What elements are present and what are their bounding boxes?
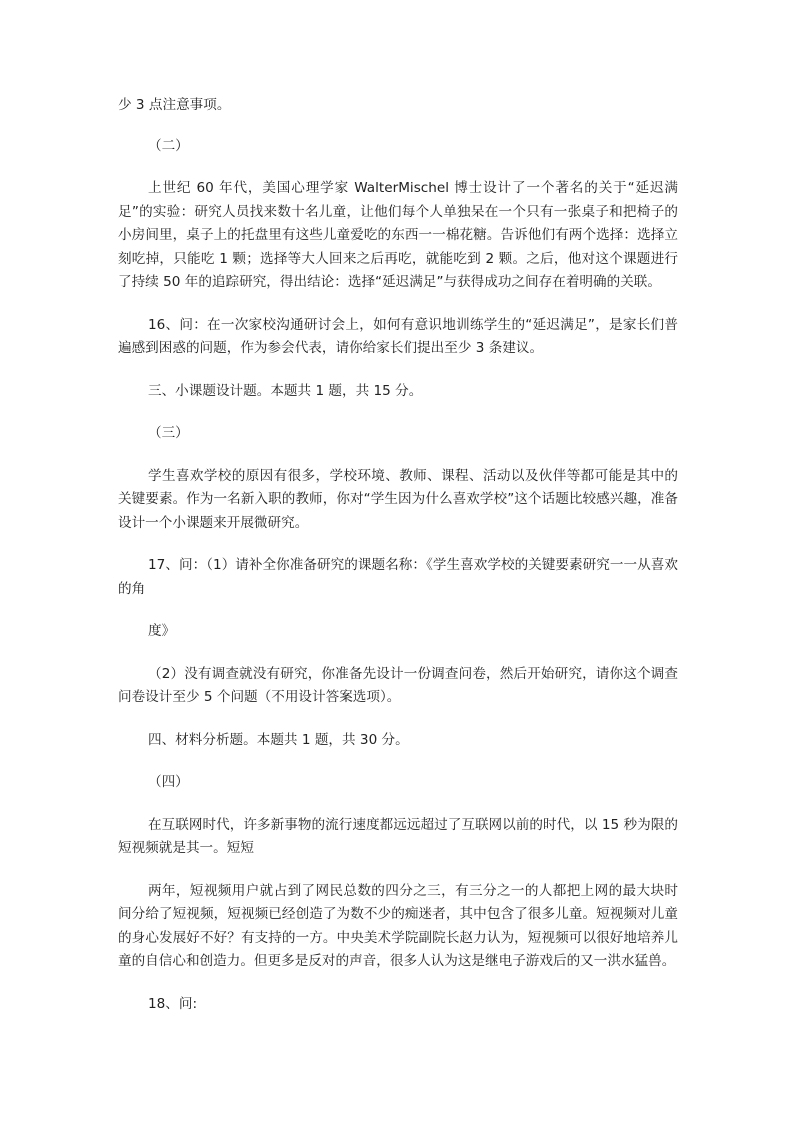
- material-paragraph-2: 上世纪 60 年代，美国心理学家 WalterMischel 博士设计了一个著名的关于“延迟满足”的实验：研究人员找来数十名儿童，让他们每个人单独呆在一个只有一张桌子和把椅子的小房间里，桌子上的托盘里有这些儿童爱吃的东西一一棉花糖。告诉他们有两个选择：选择立刻吃掉，只能吃 1 颗；选择等大人回来之后再吃，就能吃到 2 颗。之后，他对这个课题进行了持续 50 年的追踪研究，得出结论：选择“延迟满足”与获得成功之间存在着明确的关联。: [118, 180, 678, 290]
- material-paragraph-4a: 在互联网时代，许多新事物的流行速度都远远超过了互联网以前的时代，以 15 秒为限的短视频就是其一。短短: [118, 816, 678, 856]
- section-heading-4: （四）: [148, 774, 189, 790]
- part-four-heading: 四、材料分析题。本题共 1 题，共 30 分。: [148, 731, 409, 748]
- question-18: 18、问:: [148, 995, 198, 1012]
- question-17-continuation: 度》: [148, 623, 176, 639]
- material-paragraph-4b: 两年，短视频用户就占到了网民总数的四分之三，有三分之一的人都把上网的最大块时间分给了短视频，短视频已经创造了为数不少的痴迷者，其中包含了很多儿童。短视频对儿童的身心发展好不好？有支持的一方。中央美术学院副院长赵力认为，短视频可以很好地培养儿童的自信心和创造力。但更多是反对的声音，很多人认为这是继电子游戏后的又一洪水猛兽。: [118, 882, 678, 969]
- part-three-heading: 三、小课题设计题。本题共 1 题，共 15 分。: [148, 382, 423, 399]
- material-paragraph-3: 学生喜欢学校的原因有很多，学校环境、教师、课程、活动以及伙伴等都可能是其中的关键要素。作为一名新入职的教师，你对“学生因为什么喜欢学校”这个话题比较感兴趣，准备设计一个小课题来开展微研究。: [118, 467, 678, 531]
- section-heading-2: （二）: [148, 137, 189, 154]
- paragraph-continuation: 少 3 点注意事项。: [118, 97, 231, 113]
- question-16: 16、问：在一次家校沟通研讨会上，如何有意识地训练学生的“延迟满足”，是家长们普遍感到困惑的问题，作为参会代表，请你给家长们提出至少 3 条建议。: [118, 316, 678, 356]
- section-heading-3: （三）: [148, 425, 189, 441]
- question-17-part-1: 17、问：（1）请补全你准备研究的课题名称：《学生喜欢学校的关键要素研究一一从喜欢的角: [118, 557, 678, 597]
- document-page: [118, 94, 678, 1035]
- question-17-part-2: （2）没有调查就没有研究，你准备先设计一份调查问卷，然后开始研究，请你这个调查问卷设计至少 5 个问题（不用设计答案选项）。: [118, 665, 678, 705]
